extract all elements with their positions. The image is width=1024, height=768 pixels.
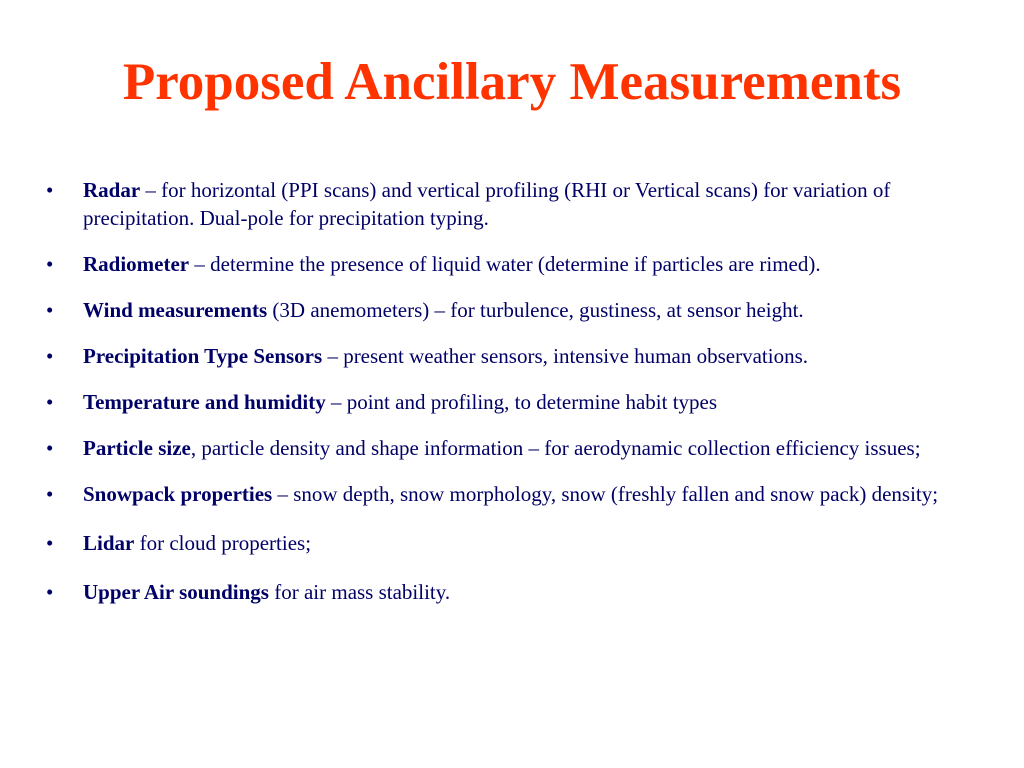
bullet-term: Precipitation Type Sensors — [83, 344, 323, 368]
bullet-item-radar — [46, 176, 986, 232]
bullet-item-lidar — [46, 529, 986, 557]
bullet-text: , particle density and shape information – for aerodynamic collection efficiency issues; — [190, 436, 921, 460]
bullet-item-temperature-humidity — [46, 388, 986, 416]
bullet-text: – point and profiling, to determine habit types — [325, 390, 718, 414]
bullet-icon: • — [46, 436, 54, 460]
slide-title: Proposed Ancillary Measurements — [122, 53, 902, 111]
bullet-text: – for horizontal (PPI scans) and vertical profiling (RHI or Vertical scans) for variation of precipitation. Dual-pole for precipitation typing. — [83, 178, 891, 230]
bullet-text: (3D anemometers) – for turbulence, gustiness, at sensor height. — [267, 298, 804, 322]
bullet-icon: • — [46, 482, 54, 506]
bullet-term: Temperature and humidity — [83, 390, 326, 414]
bullet-icon: • — [46, 252, 54, 276]
bullet-term: Wind measurements — [83, 298, 268, 322]
bullet-term: Snowpack properties — [83, 482, 273, 506]
bullet-list — [46, 176, 986, 624]
bullet-term: Lidar — [83, 531, 135, 555]
bullet-item-snowpack-properties — [46, 480, 986, 508]
bullet-icon: • — [46, 178, 54, 202]
bullet-item-particle-size — [46, 434, 986, 462]
bullet-term: Upper Air soundings — [83, 580, 269, 604]
bullet-item-precipitation-type-sensors — [46, 342, 986, 370]
bullet-text: for cloud properties; — [134, 531, 312, 555]
bullet-icon: • — [46, 390, 54, 414]
bullet-term: Radiometer — [83, 252, 190, 276]
bullet-item-upper-air-soundings — [46, 578, 986, 606]
bullet-text: for air mass stability. — [268, 580, 451, 604]
bullet-icon: • — [46, 298, 54, 322]
bullet-item-radiometer — [46, 250, 986, 278]
bullet-text: – present weather sensors, intensive human observations. — [322, 344, 808, 368]
bullet-icon: • — [46, 531, 54, 555]
bullet-term: Radar — [83, 178, 141, 202]
bullet-icon: • — [46, 344, 54, 368]
bullet-term: Particle size — [83, 436, 191, 460]
bullet-icon: • — [46, 580, 54, 604]
bullet-item-wind-measurements — [46, 296, 986, 324]
bullet-text: – determine the presence of liquid water (determine if particles are rimed). — [189, 252, 821, 276]
bullet-text: – snow depth, snow morphology, snow (freshly fallen and snow pack) density; — [272, 482, 939, 506]
